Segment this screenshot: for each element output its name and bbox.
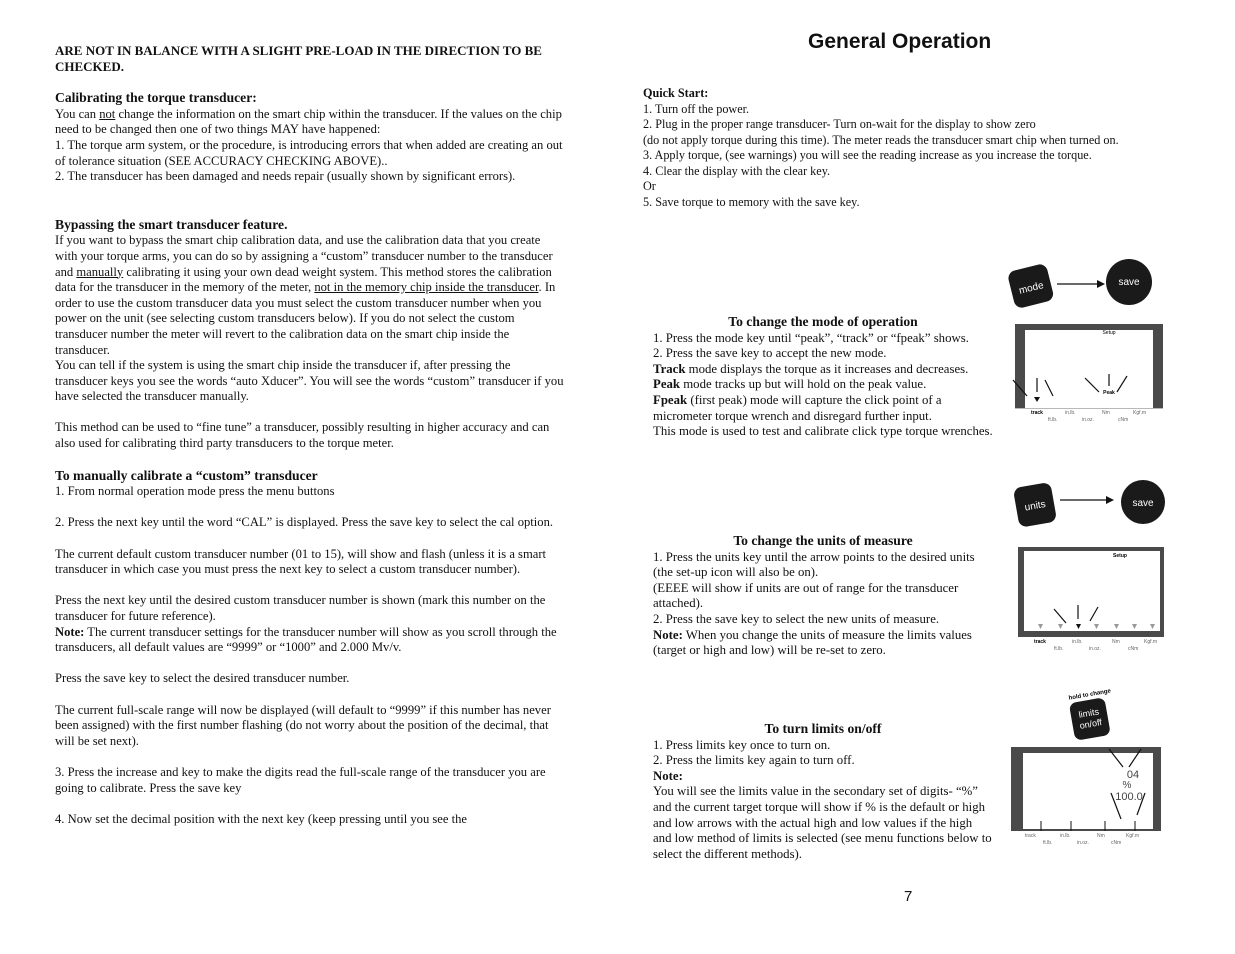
svg-text:Nm: Nm (1112, 639, 1120, 645)
svg-text:track: track (1034, 639, 1046, 645)
limits-paragraph: 1. Press limits key once to turn on. (653, 737, 831, 752)
manual-step-1: 1. From normal operation mode press the menu buttons (55, 484, 335, 499)
svg-text:Peak: Peak (1103, 390, 1115, 396)
svg-text:track: track (1025, 833, 1036, 839)
limits-heading: To turn limits on/off (764, 721, 882, 736)
svg-text:hold to change: hold to change (1068, 688, 1112, 702)
limits-paragraph: 2. Press the limits key again to turn off. (653, 753, 855, 768)
quick-start-line: 1. Turn off the power. (643, 101, 750, 116)
quick-start-line: 5. Save torque to memory with the save key. (643, 194, 860, 209)
svg-text:ft.lb.: ft.lb. (1048, 417, 1058, 423)
units-paragraph: 1. Press the units key until the arrow points to the desired units (the set-up icon will also be on). (653, 549, 975, 580)
manual-heading: To manually calibrate a “custom” transducer (55, 467, 318, 483)
units-display-figure (1010, 545, 1170, 655)
mode-paragraph: Peak mode tracks up but will hold on the peak value. (653, 377, 927, 392)
mode-paragraph: 1. Press the mode key until “peak”, “track” or “fpeak” shows. (653, 330, 969, 345)
manual-step-5: Press the save key to select the desired transducer number. (55, 671, 350, 686)
units-key-icon (1013, 482, 1057, 528)
limits-paragraph: You will see the limits value in the secondary set of digits- “%” and the current target torque will show if % is the default or high and low arrows with the actual high and low values if the high and low method of limits is selected (see menu functions below to select the different methods). (653, 784, 992, 861)
calibrating-paragraph-3: 2. The transducer has been damaged and needs repair (usually shown by significant errors). (55, 169, 516, 184)
manual-step-2: 2. Press the next key until the word “CAL” is displayed. Press the save key to select the cal option. (55, 515, 554, 530)
svg-text:04: 04 (1126, 769, 1140, 781)
svg-text:cNm: cNm (1111, 840, 1122, 846)
svg-text:in.oz.: in.oz. (1082, 417, 1094, 423)
page-title: General Operation (808, 30, 992, 53)
left-column (55, 43, 565, 827)
svg-text:ft.lb.: ft.lb. (1054, 646, 1064, 652)
mode-paragraph: This mode is used to test and calibrate click type torque wrenches. (653, 424, 993, 439)
calibrating-paragraph-2: 1. The torque arm system, or the procedure, is introducing errors that when added are creating an out of tolerance situation (SEE ACCURACY CHECKING ABOVE).. (55, 137, 563, 168)
mode-paragraph: Fpeak (first peak) mode will capture the click point of a micrometer torque wrench and disregard further input. (653, 392, 942, 423)
svg-text:save: save (1132, 498, 1154, 509)
manual-step-8: 4. Now set the decimal position with the next key (keep pressing until you see the (55, 811, 468, 826)
units-paragraph: Note: When you change the units of measure the limits values (target or high and low) will be re-set to zero. (653, 627, 972, 658)
bypass-paragraph-3: This method can be used to “fine tune” a transducer, possibly resulting in higher accuracy and can also used for calibrating third party transducers to the torque meter. (55, 420, 550, 451)
units-paragraph: 2. Press the save key to select the new units of measure. (653, 611, 940, 626)
limits-key-icon (1069, 697, 1111, 741)
manual-step-4: Press the next key until the desired custom transducer number is shown (mark this number on the transducer for future reference). (55, 593, 546, 623)
mode-paragraph: 2. Press the save key to accept the new mode. (653, 346, 887, 361)
quick-start-line: 4. Clear the display with the clear key. (643, 163, 831, 178)
mode-key-icon (1007, 263, 1055, 310)
svg-text:save: save (1118, 277, 1140, 288)
mode-save-figure (1005, 255, 1165, 315)
svg-text:Nm: Nm (1097, 833, 1105, 839)
units-save-figure (1010, 477, 1170, 532)
quick-start-heading: Quick Start: (643, 86, 709, 100)
svg-text:in.lb.: in.lb. (1072, 639, 1083, 645)
calibrating-heading: Calibrating the torque transducer: (55, 90, 257, 106)
limits-section (653, 721, 993, 862)
svg-text:Nm: Nm (1102, 410, 1110, 416)
mode-section (653, 314, 993, 440)
bypass-paragraph-1: If you want to bypass the smart chip calibration data, and use the calibration data that you create with your torque arms, you can do so by assigning a “custom” transducer number to the transducer and manually calibrating it using your own dead weight system. This method stores the calibration data for the transducer in the memory of the meter, not in the memory chip inside the transducer. In order to use the custom transducer data you must select the custom transducer number when you power on the unit (see selecting custom transducers below). If you do not select the custom transducer number the meter will revert to the calibration data on the smart chip inside the transducer. (55, 233, 556, 357)
svg-text:ft.lb.: ft.lb. (1043, 840, 1053, 846)
svg-text:in.oz.: in.oz. (1089, 646, 1101, 652)
limits-note-label: Note: (653, 768, 683, 783)
limits-display-figure (1005, 745, 1165, 850)
mode-heading: To change the mode of operation (728, 314, 918, 329)
svg-text:Setup: Setup (1102, 330, 1116, 336)
svg-text:on/off: on/off (1078, 717, 1103, 731)
mode-paragraph: Track mode displays the torque as it increases and decreases. (653, 361, 969, 376)
svg-text:limits: limits (1077, 706, 1100, 720)
svg-text:Kgf.m: Kgf.m (1133, 410, 1147, 416)
manual-step-6: The current full-scale range will now be displayed (will default to “9999” if this number has never been assigned) with the first number flashing (do not worry about the position of the decimal, that will be set next). (55, 702, 551, 748)
svg-text:in.lb.: in.lb. (1065, 410, 1076, 416)
svg-text:%: % (1122, 780, 1132, 791)
manual-step-7: 3. Press the increase and key to make the digits read the full-scale range of the transducer you are going to calibrate. Press the save key (55, 764, 546, 795)
intro-text: ARE NOT IN BALANCE WITH A SLIGHT PRE-LOAD IN THE DIRECTION TO BE CHECKED. (55, 43, 542, 74)
quick-start (643, 86, 1203, 210)
svg-text:mode: mode (1017, 280, 1045, 297)
svg-text:Setup: Setup (1113, 553, 1127, 559)
mode-display-figure (1005, 322, 1165, 427)
units-paragraph: (EEEE will show if units are out of range for the transducer attached). (653, 580, 959, 611)
svg-text:cNm: cNm (1128, 646, 1139, 652)
quick-start-line: 3. Apply torque, (see warnings) you will see the reading increase as you increase the torque. (643, 148, 1092, 162)
units-section (653, 533, 993, 659)
svg-text:Kgf.m: Kgf.m (1144, 639, 1158, 645)
limits-key-figure (1060, 680, 1130, 745)
svg-text:units: units (1023, 499, 1047, 514)
page-number: 7 (904, 888, 913, 905)
quick-start-line: (do not apply torque during this time). The meter reads the transducer smart chip when turned on. (643, 132, 1119, 147)
svg-text:100.0: 100.0 (1115, 791, 1143, 803)
units-heading: To change the units of measure (733, 533, 913, 548)
quick-start-line: 2. Plug in the proper range transducer- Turn on-wait for the display to show zero (643, 117, 1036, 131)
manual-step-3: The current default custom transducer number (01 to 15), will show and flash (unless it is a smart transducer in which case you must press the next key to select a custom transducer number). (55, 546, 547, 577)
svg-text:cNm: cNm (1118, 417, 1129, 423)
svg-text:track: track (1031, 410, 1043, 416)
svg-text:in.oz.: in.oz. (1077, 840, 1089, 846)
bypass-heading: Bypassing the smart transducer feature. (55, 216, 288, 232)
manual-note: Note: The current transducer settings for the transducer number will show as you scroll through the transducers, all default values are “9999” or “1000” and 2.000 Mv/v. (55, 624, 557, 655)
bypass-paragraph-2: You can tell if the system is using the smart chip inside the transducer if, after pressing the transducer keys you see the words “auto Xducer”. You will see the words “custom” transducer if you have selected the transducer manually. (55, 358, 564, 404)
svg-text:in.lb.: in.lb. (1060, 833, 1071, 839)
svg-text:Kgf.m: Kgf.m (1126, 833, 1140, 839)
quick-start-line: Or (643, 179, 656, 193)
calibrating-paragraph-1: You can not change the information on the smart chip within the transducer. If the values on the chip need to be changed then one of two things MAY have happened: (55, 106, 562, 137)
